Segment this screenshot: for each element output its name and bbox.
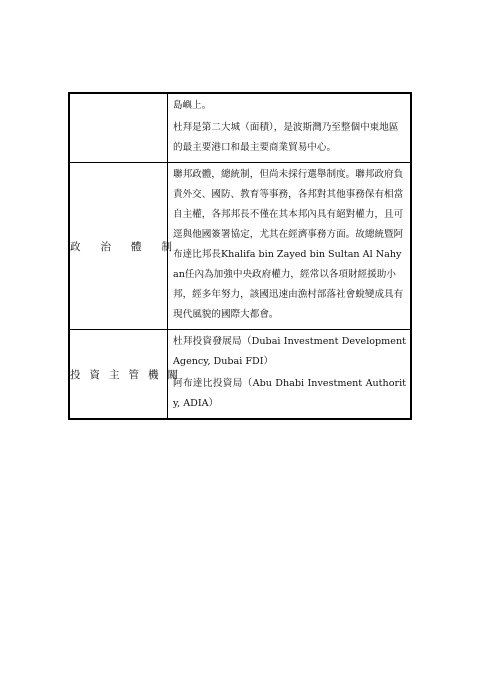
table-row [69, 163, 411, 330]
row-content-cell [168, 93, 412, 163]
content-paragraph: 杜拜投資發展局（Dubai Investment Development Agency, Dubai FDI） [173, 336, 406, 367]
row-label-cell [69, 93, 168, 163]
content-paragraph: 杜拜是第二大城（面積），是波斯灣乃至整個中東地區的最主要港口和最主要商業貿易中心。 [173, 122, 399, 153]
row-label: 政治體制 [70, 240, 192, 253]
table-row [69, 93, 411, 163]
content-paragraph: 聯邦政體，總統制，但尚未採行選舉制度。聯邦政府負責外交、國防、教育等事務，各邦對其他事務保有相當自主權，各邦邦長不僅在其本邦內具有絕對權力，且可逕與他國簽署協定，尤其在經濟事務方面。故總統暨阿布達比邦長Khalifa bin Zayed bin Sultan Al Nahyan任內為加強中央政府權力，經常以各項財經援助小邦，經多年努力，該國迅速由漁村部落社會蛻變成具有現代風貌的國際大都會。 [173, 169, 404, 320]
row-label: 投資主管機關 [70, 368, 187, 381]
row-label-cell [69, 330, 187, 420]
table-row [69, 330, 411, 420]
row-content-cell [168, 330, 412, 420]
row-content-cell [168, 163, 412, 330]
content-paragraph: 島嶼上。 [173, 100, 212, 111]
row-label-cell [69, 163, 192, 330]
info-table [68, 92, 412, 420]
content-paragraph: 阿布達比投資局（Abu Dhabi Investment Authority, ADIA） [173, 378, 406, 409]
